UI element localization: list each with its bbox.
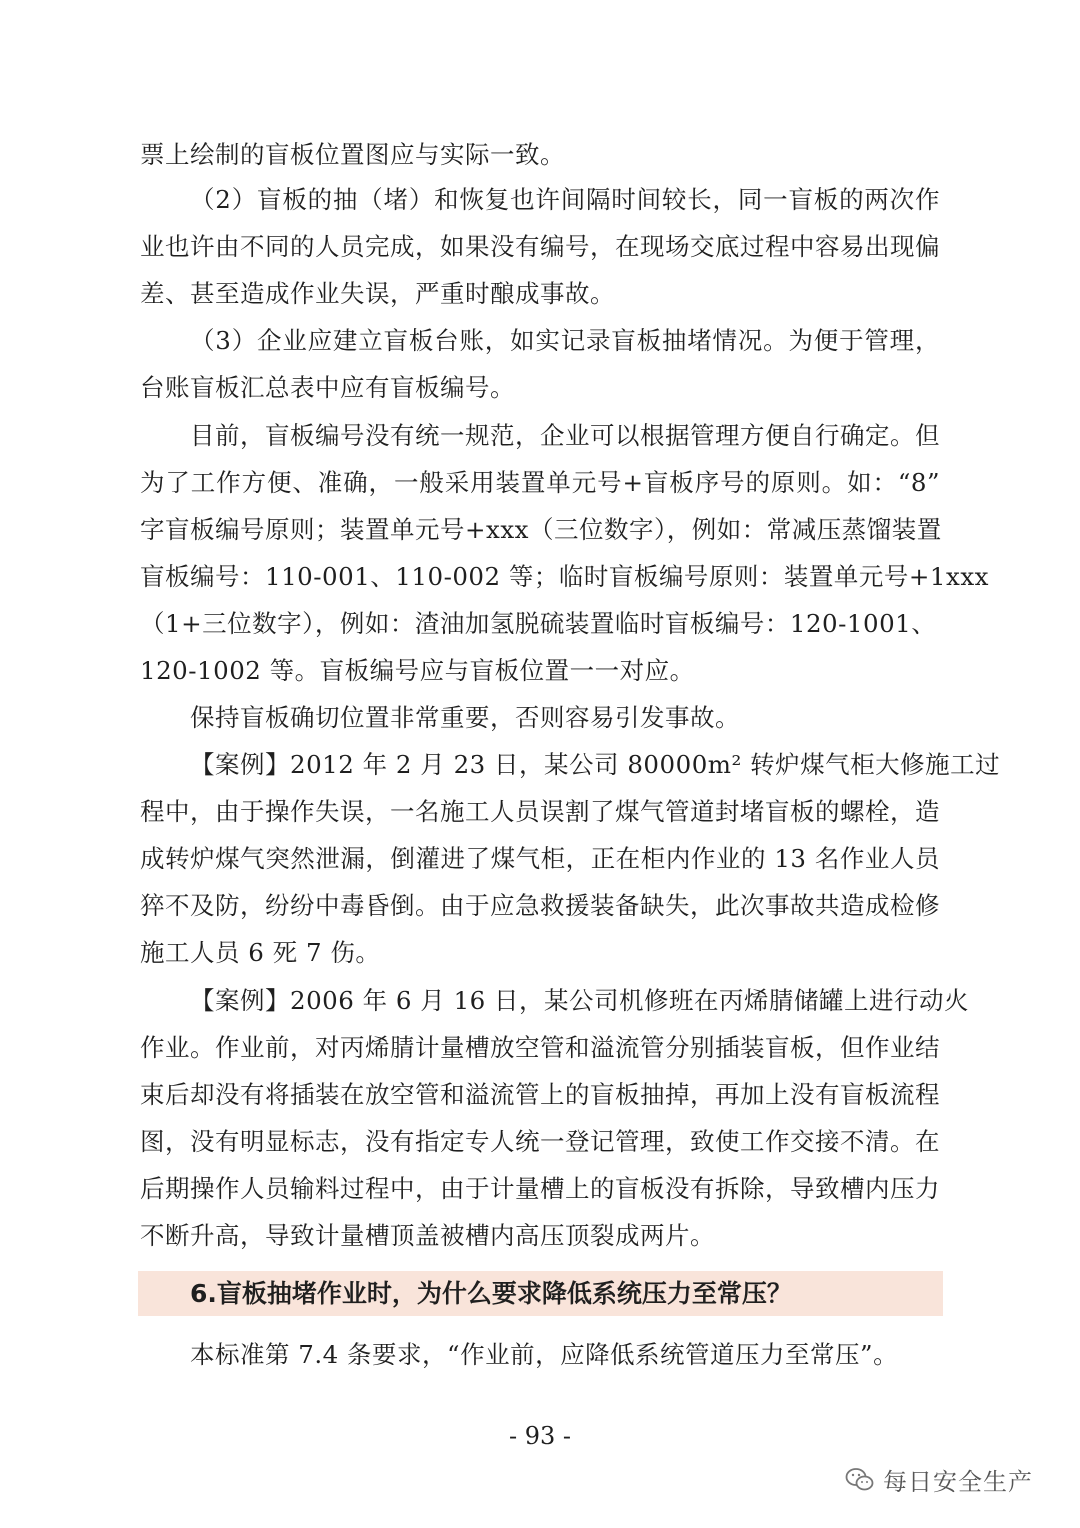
text-line: 后期操作人员输料过程中，由于计量槽上的盲板没有拆除，导致槽内压力: [140, 1174, 940, 1203]
text-line: 为了工作方便、准确，一般采用装置单元号+盲板序号的原则。如：“8”: [140, 468, 940, 497]
text-line: 【案例】2006 年 6 月 16 日，某公司机修班在丙烯腈储罐上进行动火: [190, 986, 970, 1015]
text-line: 120-1002 等。盲板编号应与盲板位置一一对应。: [140, 656, 695, 685]
watermark-text: 每日安全生产: [883, 1468, 1033, 1496]
text-line: 【案例】2012 年 2 月 23 日，某公司 80000m² 转炉煤气柜大修施工过: [190, 750, 1001, 779]
text-line: 施工人员 6 死 7 伤。: [140, 938, 381, 967]
text-line: 成转炉煤气突然泄漏，倒灌进了煤气柜，正在柜内作业的 13 名作业人员: [140, 844, 940, 873]
wechat-icon: [845, 1467, 875, 1493]
text-line: 保持盲板确切位置非常重要，否则容易引发事故。: [190, 703, 740, 732]
watermark: [845, 1462, 1033, 1497]
section-body-text: 本标准第 7.4 条要求，“作业前，应降低系统管道压力至常压”。: [190, 1340, 899, 1369]
text-line: 差、甚至造成作业失误，严重时酿成事故。: [140, 279, 615, 308]
text-line: 盲板编号：110-001、110-002 等；临时盲板编号原则：装置单元号+1xxx: [140, 562, 989, 591]
page-number: - 93 -: [508, 1422, 571, 1450]
text-line: 猝不及防，纷纷中毒昏倒。由于应急救援装备缺失，此次事故共造成检修: [140, 891, 940, 920]
text-line: 字盲板编号原则；装置单元号+xxx（三位数字），例如：常减压蒸馏装置: [140, 515, 942, 544]
text-line: 程中，由于操作失误，一名施工人员误割了煤气管道封堵盲板的螺栓，造: [140, 797, 940, 826]
section-heading: 6.盲板抽堵作业时，为什么要求降低系统压力至常压？: [190, 1279, 792, 1308]
text-line: （2）盲板的抽（堵）和恢复也许间隔时间较长，同一盲板的两次作: [190, 185, 940, 214]
text-line: 图，没有明显标志，没有指定专人统一登记管理，致使工作交接不清。在: [140, 1127, 940, 1156]
text-line: 目前，盲板编号没有统一规范，企业可以根据管理方便自行确定。但: [190, 421, 940, 450]
text-line: 票上绘制的盲板位置图应与实际一致。: [140, 140, 565, 169]
text-line: 束后却没有将插装在放空管和溢流管上的盲板抽掉，再加上没有盲板流程: [140, 1080, 940, 1109]
text-line: （1+三位数字），例如：渣油加氢脱硫装置临时盲板编号：120-1001、: [140, 609, 937, 638]
text-line: 业也许由不同的人员完成，如果没有编号，在现场交底过程中容易出现偏: [140, 232, 940, 261]
text-line: 不断升高，导致计量槽顶盖被槽内高压顶裂成两片。: [140, 1221, 715, 1250]
text-line: （3）企业应建立盲板台账，如实记录盲板抽堵情况。为便于管理，: [190, 326, 940, 355]
text-line: 台账盲板汇总表中应有盲板编号。: [140, 373, 515, 402]
text-line: 作业。作业前，对丙烯腈计量槽放空管和溢流管分别插装盲板，但作业结: [140, 1033, 940, 1062]
